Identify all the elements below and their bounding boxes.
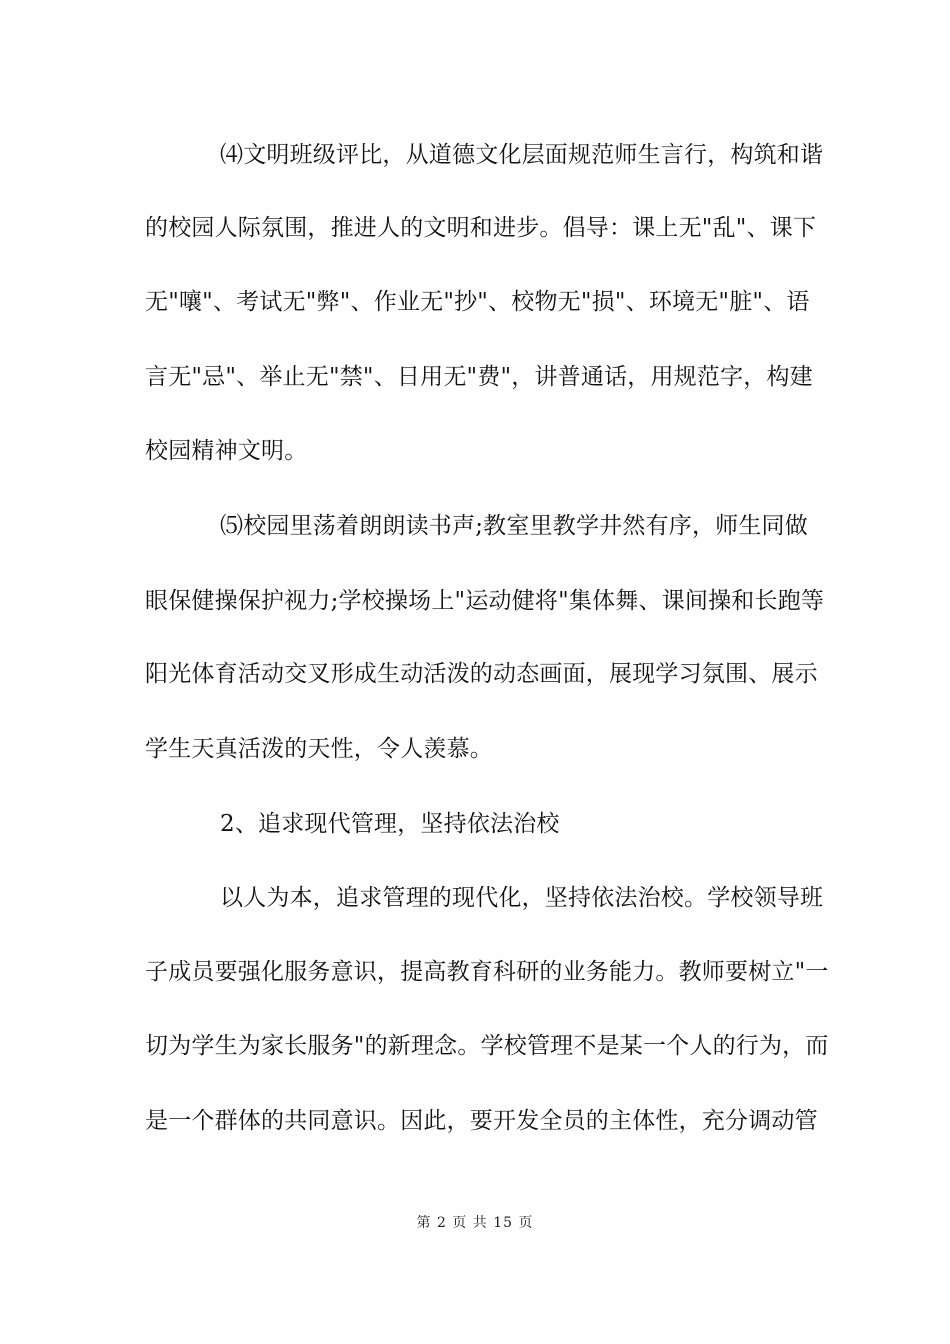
paragraph-1-line-5: 校园精神文明。 — [145, 438, 308, 464]
paragraph-1-line-4: 言无"忌"、举止无"禁"、日用无"费"，讲普通话，用规范字，构建 — [145, 364, 813, 390]
paragraph-2-line-2: 眼保健操保护视力;学校操场上"运动健将"集体舞、课间操和长跑等 — [145, 588, 825, 614]
paragraph-1-line-2: 的校园人际氛围，推进人的文明和进步。倡导：课上无"乱"、课下 — [145, 215, 817, 241]
paragraph-3-line-2: 子成员要强化服务意识，提高教育科研的业务能力。教师要树立"一 — [145, 959, 829, 985]
page-number-footer: 第 2 页 共 15 页 — [416, 1215, 534, 1231]
section-heading: 2、追求现代管理，坚持依法治校 — [220, 811, 560, 837]
paragraph-3-line-3: 切为学生为家长服务"的新理念。学校管理不是某一个人的行为，而 — [145, 1033, 829, 1059]
paragraph-1-line-1: ⑷文明班级评比，从道德文化层面规范师生言行，构筑和谐 — [220, 142, 824, 168]
paragraph-2-line-4: 学生天真活泼的天性，令人羡慕。 — [145, 736, 493, 762]
paragraph-2-line-3: 阳光体育活动交叉形成生动活泼的动态画面，展现学习氛围、展示 — [145, 661, 818, 687]
paragraph-3-line-4: 是一个群体的共同意识。因此，要开发全员的主体性，充分调动管 — [145, 1108, 818, 1134]
paragraph-2-line-1: ⑸校园里荡着朗朗读书声;教室里教学井然有序，师生同做 — [220, 513, 808, 539]
paragraph-1-line-3: 无"嚷"、考试无"弊"、作业无"抄"、校物无"损"、环境无"脏"、语 — [145, 289, 810, 315]
paragraph-3-line-1: 以人为本，追求管理的现代化，坚持依法治校。学校领导班 — [220, 885, 824, 911]
